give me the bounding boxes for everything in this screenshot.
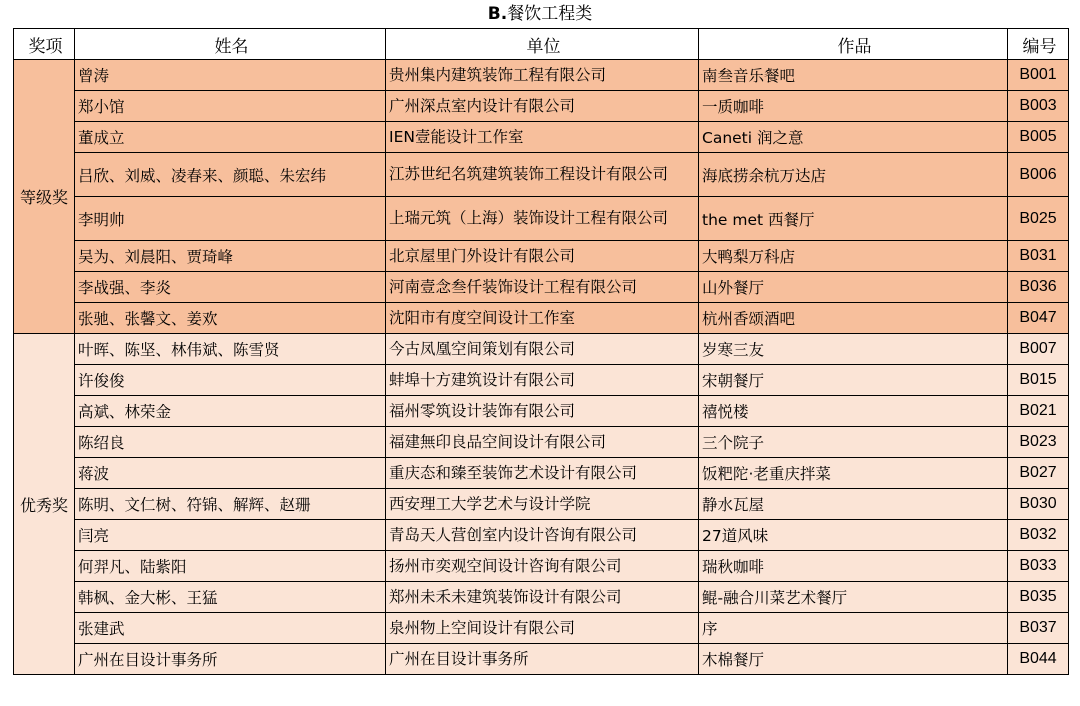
- table-row: [14, 396, 1069, 427]
- table-row: [14, 60, 1069, 91]
- unit-cell: 今古凤凰空间策划有限公司: [386, 334, 699, 365]
- code-cell: B044: [1008, 644, 1069, 675]
- work-cell: 鲲-融合川菜艺术餐厅: [699, 582, 1008, 613]
- header-row: [14, 29, 1069, 60]
- unit-cell: 重庆态和臻至装饰艺术设计有限公司: [386, 458, 699, 489]
- work-cell: 一质咖啡: [699, 91, 1008, 122]
- unit-cell: 郑州未禾未建筑装饰设计有限公司: [386, 582, 699, 613]
- table-row: [14, 122, 1069, 153]
- table-row: [14, 613, 1069, 644]
- unit-cell: 上瑞元筑（上海）装饰设计工程有限公司: [386, 197, 699, 241]
- name-cell: 李战强、李炎: [75, 272, 386, 303]
- table-row: [14, 197, 1069, 241]
- work-cell: 宋朝餐厅: [699, 365, 1008, 396]
- unit-cell: 福州零筑设计装饰有限公司: [386, 396, 699, 427]
- name-cell: 张驰、张馨文、姜欢: [75, 303, 386, 334]
- header-name: 姓名: [75, 29, 386, 60]
- code-cell: B015: [1008, 365, 1069, 396]
- table-row: [14, 551, 1069, 582]
- work-cell: 饭粑陀·老重庆拌菜: [699, 458, 1008, 489]
- name-cell: 李明帅: [75, 197, 386, 241]
- code-cell: B023: [1008, 427, 1069, 458]
- header-award: 奖项: [14, 29, 75, 60]
- unit-cell: 贵州集内建筑装饰工程有限公司: [386, 60, 699, 91]
- work-cell: the met 西餐厅: [699, 197, 1008, 241]
- title-prefix: B.: [487, 4, 508, 24]
- header-work: 作品: [699, 29, 1008, 60]
- code-cell: B031: [1008, 241, 1069, 272]
- table-row: [14, 644, 1069, 675]
- work-cell: 瑞秋咖啡: [699, 551, 1008, 582]
- code-cell: B047: [1008, 303, 1069, 334]
- name-cell: 吕欣、刘威、凌春来、颜聪、朱宏纬: [75, 153, 386, 197]
- name-cell: 何羿凡、陆紫阳: [75, 551, 386, 582]
- code-cell: B027: [1008, 458, 1069, 489]
- name-cell: 董成立: [75, 122, 386, 153]
- work-cell: 三个院子: [699, 427, 1008, 458]
- table-body: [14, 60, 1069, 675]
- table-row: [14, 582, 1069, 613]
- work-cell: 静水瓦屋: [699, 489, 1008, 520]
- code-cell: B036: [1008, 272, 1069, 303]
- name-cell: 闫亮: [75, 520, 386, 551]
- unit-cell: 江苏世纪名筑建筑装饰工程设计有限公司: [386, 153, 699, 197]
- work-cell: 岁寒三友: [699, 334, 1008, 365]
- unit-cell: 沈阳市有度空间设计工作室: [386, 303, 699, 334]
- table-row: [14, 303, 1069, 334]
- awards-table: [13, 28, 1069, 675]
- table-row: [14, 272, 1069, 303]
- name-cell: 吴为、刘晨阳、贾琦峰: [75, 241, 386, 272]
- name-cell: 许俊俊: [75, 365, 386, 396]
- work-cell: 木棉餐厅: [699, 644, 1008, 675]
- name-cell: 广州在目设计事务所: [75, 644, 386, 675]
- name-cell: 蒋波: [75, 458, 386, 489]
- award-cell: 优秀奖: [14, 334, 75, 675]
- code-cell: B030: [1008, 489, 1069, 520]
- unit-cell: 扬州市奕观空间设计咨询有限公司: [386, 551, 699, 582]
- table-row: [14, 489, 1069, 520]
- work-cell: 27道风味: [699, 520, 1008, 551]
- title-text: 餐饮工程类: [507, 4, 593, 24]
- work-cell: 序: [699, 613, 1008, 644]
- unit-cell: 泉州物上空间设计有限公司: [386, 613, 699, 644]
- name-cell: 郑小馆: [75, 91, 386, 122]
- name-cell: 韩枫、金大彬、王猛: [75, 582, 386, 613]
- header-unit: 单位: [386, 29, 699, 60]
- table-row: [14, 91, 1069, 122]
- code-cell: B025: [1008, 197, 1069, 241]
- table-row: [14, 365, 1069, 396]
- code-cell: B003: [1008, 91, 1069, 122]
- name-cell: 陈绍良: [75, 427, 386, 458]
- table-row: [14, 153, 1069, 197]
- unit-cell: 西安理工大学艺术与设计学院: [386, 489, 699, 520]
- name-cell: 叶晖、陈坚、林伟斌、陈雪贤: [75, 334, 386, 365]
- table-row: [14, 520, 1069, 551]
- code-cell: B033: [1008, 551, 1069, 582]
- work-cell: 南叁音乐餐吧: [699, 60, 1008, 91]
- work-cell: 山外餐厅: [699, 272, 1008, 303]
- table-title: [0, 3, 1080, 25]
- table-row: [14, 334, 1069, 365]
- table-row: [14, 458, 1069, 489]
- award-cell: 等级奖: [14, 60, 75, 334]
- header-code: 编号: [1008, 29, 1069, 60]
- name-cell: 曾涛: [75, 60, 386, 91]
- code-cell: B007: [1008, 334, 1069, 365]
- code-cell: B032: [1008, 520, 1069, 551]
- code-cell: B005: [1008, 122, 1069, 153]
- unit-cell: 福建無印良品空间设计有限公司: [386, 427, 699, 458]
- work-cell: 海底捞余杭万达店: [699, 153, 1008, 197]
- name-cell: 陈明、文仁树、符锦、解辉、赵珊: [75, 489, 386, 520]
- unit-cell: IEN壹能设计工作室: [386, 122, 699, 153]
- unit-cell: 北京屋里门外设计有限公司: [386, 241, 699, 272]
- unit-cell: 广州在目设计事务所: [386, 644, 699, 675]
- code-cell: B037: [1008, 613, 1069, 644]
- code-cell: B006: [1008, 153, 1069, 197]
- code-cell: B021: [1008, 396, 1069, 427]
- table-row: [14, 427, 1069, 458]
- work-cell: Caneti 润之意: [699, 122, 1008, 153]
- unit-cell: 青岛天人营创室内设计咨询有限公司: [386, 520, 699, 551]
- unit-cell: 河南壹念叁仟装饰设计工程有限公司: [386, 272, 699, 303]
- name-cell: 张建武: [75, 613, 386, 644]
- work-cell: 禧悦楼: [699, 396, 1008, 427]
- unit-cell: 广州深点室内设计有限公司: [386, 91, 699, 122]
- name-cell: 高斌、林荣金: [75, 396, 386, 427]
- work-cell: 大鸭梨万科店: [699, 241, 1008, 272]
- code-cell: B035: [1008, 582, 1069, 613]
- work-cell: 杭州香颂酒吧: [699, 303, 1008, 334]
- unit-cell: 蚌埠十方建筑设计有限公司: [386, 365, 699, 396]
- code-cell: B001: [1008, 60, 1069, 91]
- table-row: [14, 241, 1069, 272]
